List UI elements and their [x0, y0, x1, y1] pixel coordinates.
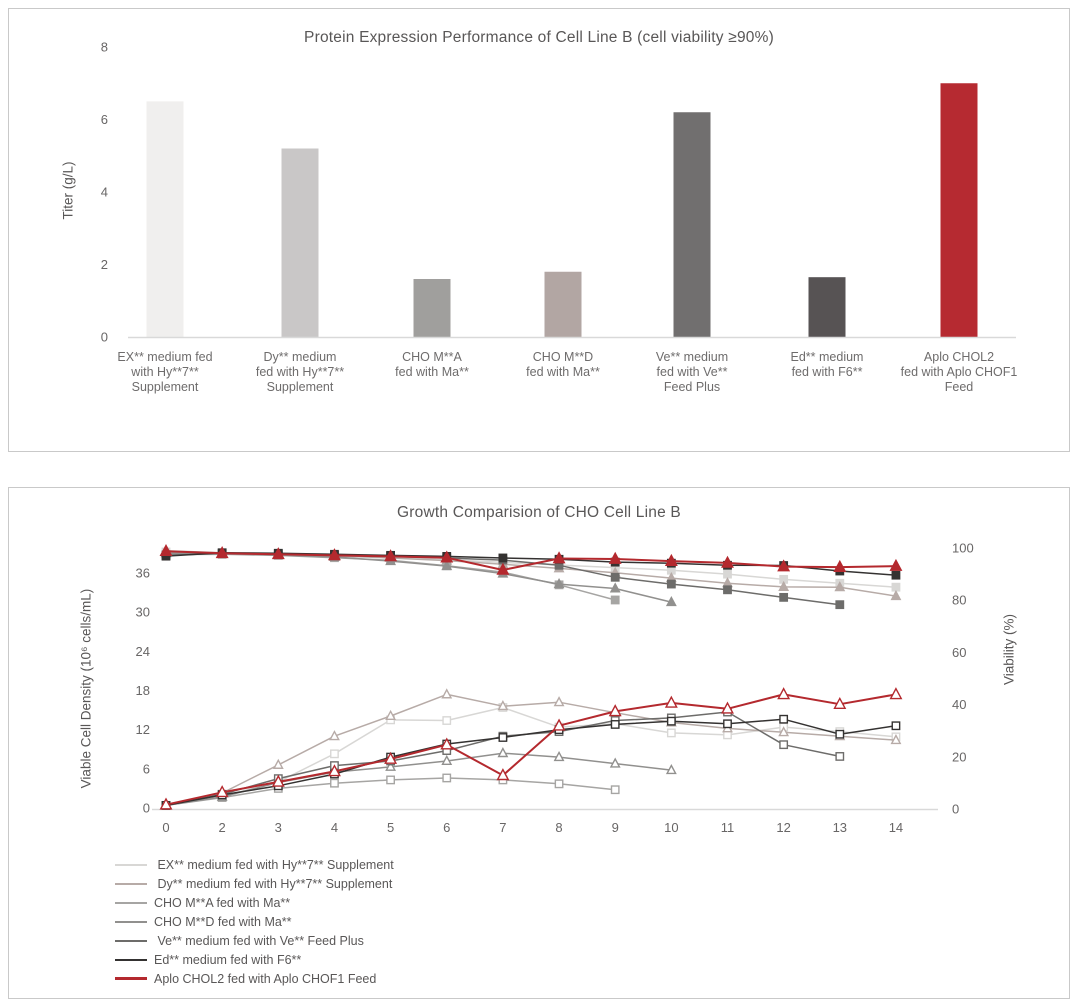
data-point-square [724, 720, 731, 727]
data-point-square [612, 721, 619, 728]
series-ed-medium-fed-with-f6 [162, 549, 899, 809]
data-point-square [668, 580, 675, 587]
titer-bar-label: CHO M**D fed with Ma** [526, 350, 600, 379]
legend-label: Ve** medium fed with Ve** Feed Plus [154, 933, 364, 948]
titer-bar-chart [0, 0, 1080, 470]
legend-swatch [115, 921, 147, 923]
growth-left-y-tick: 30 [135, 604, 150, 620]
data-point-square [331, 750, 338, 757]
legend-label: CHO M**A fed with Ma** [154, 895, 291, 910]
growth-right-y-tick: 0 [952, 801, 960, 817]
legend-item [115, 950, 394, 969]
growth-left-y-tick: 6 [142, 761, 150, 777]
legend-swatch [115, 959, 147, 961]
titer-bar [809, 277, 846, 337]
titer-y-tick: 4 [100, 184, 108, 200]
growth-x-tick: 3 [274, 820, 282, 835]
legend-item [115, 912, 394, 931]
legend-label: CHO M**D fed with Ma** [154, 914, 292, 929]
growth-x-tick: 11 [720, 820, 735, 835]
data-point-square [892, 722, 899, 729]
data-point-square [499, 734, 506, 741]
growth-right-y-axis-label: Viability (%) [1001, 613, 1017, 686]
titer-y-tick: 2 [100, 257, 108, 272]
growth-x-tick: 8 [555, 820, 563, 835]
growth-x-tick: 10 [664, 820, 679, 835]
data-point-square [668, 729, 675, 736]
data-point-triangle [274, 760, 283, 768]
titer-bar [941, 83, 978, 337]
titer-chart-title: Protein Expression Performance of Cell Line B (cell viability ≥90%) [304, 29, 774, 46]
titer-y-tick: 0 [100, 329, 108, 345]
data-point-square [780, 741, 787, 748]
legend-item [115, 874, 394, 893]
growth-x-tick: 12 [776, 820, 791, 835]
data-point-square [780, 716, 787, 723]
titer-y-tick: 6 [100, 112, 108, 127]
series-dy-medium-fed-with-hy-7-supplement [162, 546, 900, 808]
titer-bar [282, 149, 319, 338]
legend-item [115, 931, 394, 950]
legend-label: Ed** medium fed with F6** [154, 952, 302, 967]
data-point-square [331, 779, 338, 786]
titer-bar-label: Ve** medium fed with Ve** Feed Plus [655, 350, 729, 394]
growth-x-tick: 2 [218, 820, 226, 835]
series-line [166, 712, 840, 805]
growth-x-tick: 5 [386, 820, 395, 835]
growth-x-tick: 0 [162, 820, 170, 835]
data-point-square [555, 780, 562, 787]
legend-item [115, 855, 394, 874]
data-point-triangle [499, 749, 508, 757]
data-point-square [836, 601, 843, 608]
growth-x-tick: 6 [443, 820, 451, 835]
legend-swatch [115, 940, 147, 942]
legend-swatch [115, 902, 147, 904]
data-point-square [836, 753, 843, 760]
data-point-square [499, 554, 506, 561]
data-point-square [612, 574, 619, 581]
data-point-triangle [555, 698, 564, 706]
growth-left-y-tick: 24 [135, 643, 150, 659]
legend-swatch [115, 864, 147, 866]
titer-bar-label: CHO M**A fed with Ma** [395, 350, 469, 379]
data-point-square [387, 776, 394, 783]
legend-swatch [115, 977, 147, 980]
growth-right-y-tick: 20 [952, 749, 967, 765]
growth-left-y-axis-label: Viable Cell Density (10⁶ cells/mL) [78, 588, 94, 789]
titer-y-tick: 8 [100, 39, 108, 55]
titer-bar-label: Ed** medium fed with F6** [790, 350, 864, 379]
titer-bar [147, 101, 184, 337]
titer-bar-label: Dy** medium fed with Hy**7** Supplement [255, 350, 345, 394]
growth-chart-title: Growth Comparision of CHO Cell Line B [397, 504, 681, 521]
growth-right-y-tick: 60 [952, 644, 967, 660]
growth-x-tick: 13 [832, 820, 848, 835]
titer-y-axis-label: Titer (g/L) [60, 161, 76, 220]
growth-left-y-tick: 0 [142, 800, 150, 816]
legend-label: Dy** medium fed with Hy**7** Supplement [154, 876, 393, 891]
data-point-square [443, 717, 450, 724]
data-point-square [780, 594, 787, 601]
legend-item [115, 969, 394, 988]
growth-left-y-tick: 36 [135, 565, 150, 581]
series-cho-m-d-fed-with-ma [162, 549, 676, 809]
legend-label: Aplo CHOL2 fed with Aplo CHOF1 Feed [154, 971, 377, 986]
data-point-square [892, 571, 899, 578]
growth-x-tick: 7 [499, 820, 507, 835]
data-point-square [668, 717, 675, 724]
titer-bar-label: Aplo CHOL2 fed with Aplo CHOF1 Feed [900, 350, 1018, 394]
data-point-square [612, 596, 619, 603]
titer-bar [414, 279, 451, 337]
data-point-square [443, 774, 450, 781]
legend-swatch [115, 883, 147, 885]
growth-left-y-tick: 18 [135, 682, 150, 698]
data-point-triangle [442, 690, 451, 698]
data-point-square [836, 731, 843, 738]
data-point-triangle [891, 689, 902, 699]
series-aplo-chol2-fed-with-aplo-chof1-feed [161, 545, 902, 808]
growth-right-y-tick: 80 [952, 592, 967, 608]
growth-x-tick: 14 [888, 820, 904, 835]
data-point-square [612, 786, 619, 793]
growth-right-y-tick: 40 [952, 697, 967, 713]
legend-item [115, 893, 394, 912]
growth-x-tick: 4 [330, 820, 339, 835]
data-point-triangle [778, 689, 789, 699]
growth-chart-legend [115, 855, 394, 988]
data-point-square [892, 583, 899, 590]
titer-bar [674, 112, 711, 337]
titer-bar [545, 272, 582, 337]
data-point-triangle [666, 697, 677, 707]
data-point-square [724, 570, 731, 577]
growth-left-y-tick: 12 [135, 722, 150, 738]
legend-label: EX** medium fed with Hy**7** Supplement [154, 857, 394, 872]
growth-right-y-tick: 100 [952, 540, 974, 556]
growth-x-tick: 9 [611, 820, 619, 835]
titer-bar-label: EX** medium fed with Hy**7** Supplement [117, 350, 213, 394]
data-point-square [724, 586, 731, 593]
